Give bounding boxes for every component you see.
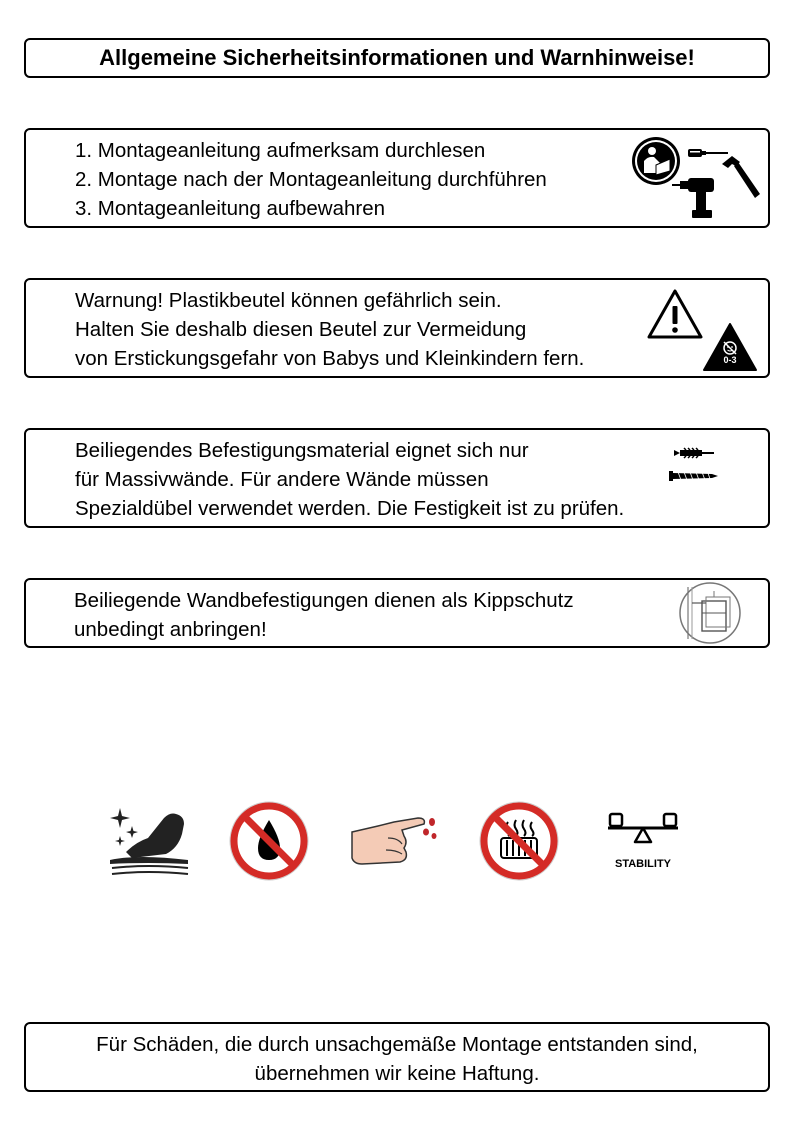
wall-plug-icon xyxy=(672,446,718,460)
no-heat-icon xyxy=(478,800,560,882)
plastic-bag-warning-box xyxy=(24,278,770,378)
anti-tip-line-1: Beiliegende Wandbefestigungen dienen als Kippschutz xyxy=(74,589,574,612)
fastening-line-2: für Massivwände. Für andere Wände müssen xyxy=(75,468,489,491)
warning-line-2: Halten Sie deshalb diesen Beutel zur Vermeidung xyxy=(75,318,527,341)
liability-disclaimer-box xyxy=(24,1022,770,1092)
age-warning-badge xyxy=(702,322,758,372)
warning-line-1: Warnung! Plastikbeutel können gefährlich sein. xyxy=(75,289,502,312)
instruction-line-2: 2. Montage nach der Montageanleitung durchführen xyxy=(75,168,547,191)
wall-anchor-icon xyxy=(676,581,744,645)
stability-icon xyxy=(604,810,682,850)
drill-icon xyxy=(672,176,718,220)
fastening-line-1: Beiliegendes Befestigungsmaterial eignet sich nur xyxy=(75,439,529,462)
hammer-icon xyxy=(720,154,762,202)
disclaimer-line-1: Für Schäden, die durch unsachgemäße Montage entstanden sind, xyxy=(96,1033,698,1056)
instruction-line-3: 3. Montageanleitung aufbewahren xyxy=(75,197,386,220)
stability-pictogram xyxy=(604,810,682,874)
instructions-box xyxy=(24,128,770,228)
stability-label: STABILITY xyxy=(614,858,671,870)
clean-wipe-icon xyxy=(108,804,192,878)
warning-triangle-icon xyxy=(646,288,704,340)
disclaimer-line-2: übernehmen wir keine Haftung. xyxy=(254,1062,540,1085)
fastening-material-box xyxy=(24,428,770,528)
finger-pinch-icon xyxy=(348,808,444,870)
anti-tip-line-2: unbedingt anbringen! xyxy=(74,618,267,641)
page-title: Allgemeine Sicherheitsinformationen und Warnhinweise! xyxy=(99,45,695,70)
age-badge-label: 0-3 xyxy=(723,355,737,365)
anti-tip-box xyxy=(24,578,770,648)
instruction-line-1: 1. Montageanleitung aufmerksam durchlesen xyxy=(75,139,486,162)
title-box xyxy=(24,38,770,78)
fastening-line-3: Spezialdübel verwendet werden. Die Festigkeit ist zu prüfen. xyxy=(75,497,625,520)
screw-icon xyxy=(668,470,720,482)
no-water-icon xyxy=(228,800,310,882)
warning-line-3: von Erstickungsgefahr von Babys und Kleinkindern fern. xyxy=(75,347,585,370)
